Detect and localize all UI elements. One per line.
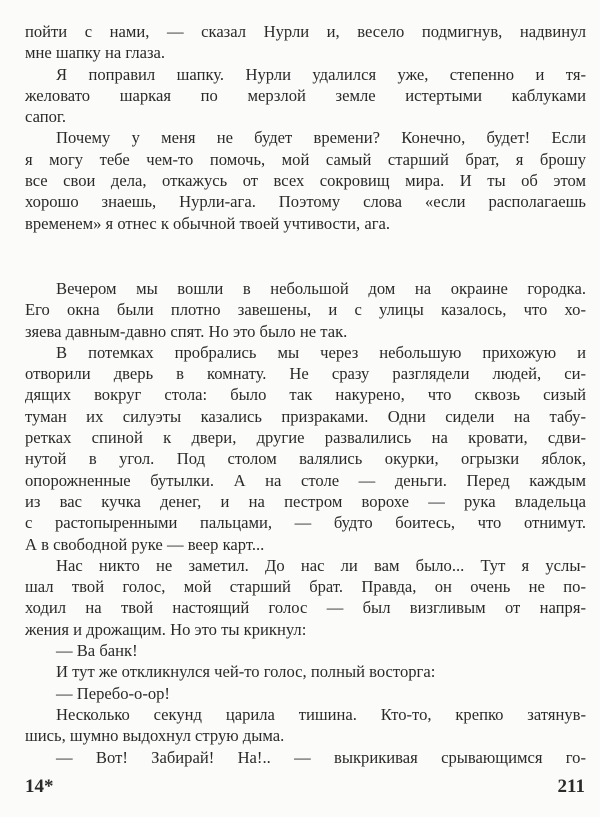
page-body-text bbox=[25, 21, 586, 768]
paragraph bbox=[25, 555, 586, 640]
paragraph bbox=[25, 704, 586, 747]
printer-signature-mark: 14* bbox=[25, 776, 54, 797]
text-line: нутой в угол. Под столом валялись окурки, огрызки яблок, bbox=[25, 449, 586, 469]
paragraph bbox=[25, 64, 586, 128]
text-line: жения и дрожащим. Но это ты крикнул: bbox=[25, 619, 307, 639]
text-line: шал твой голос, мой старший брат. Правда, он очень не по- bbox=[25, 577, 586, 597]
text-line: В потемках пробрались мы через небольшую прихожую и bbox=[56, 342, 586, 362]
text-line: Я поправил шапку. Нурли удалился уже, степенно и тя- bbox=[56, 64, 586, 84]
text-line: — Вот! Забирай! На!.. — выкрикивая срывающимся го- bbox=[56, 747, 586, 767]
paragraph bbox=[25, 342, 586, 555]
paragraph bbox=[25, 661, 586, 682]
text-line: желовато шаркая по мерзлой земле истертыми каблуками bbox=[25, 85, 586, 105]
text-line: Несколько секунд царила тишина. Кто-то, крепко затянув- bbox=[56, 704, 586, 724]
paragraph bbox=[25, 278, 586, 342]
text-line: дящих вокруг стола: было так накурено, что сквозь сизый bbox=[25, 385, 586, 405]
text-line: Нас никто не заметил. До нас ли вам было... Тут я услы- bbox=[56, 555, 586, 575]
text-line: зяева давным-давно спят. Но это было не так. bbox=[25, 321, 348, 341]
text-line: туман их силуэты казались призраками. Одни сидели на табу- bbox=[25, 406, 586, 426]
text-line: мне шапку на глаза. bbox=[25, 43, 166, 63]
text-line: пойти с нами, — сказал Нурли и, весело подмигнув, надвинул bbox=[25, 22, 586, 41]
text-line: ретках спиной к двери, другие развалились на кровати, сдви- bbox=[25, 428, 586, 448]
text-line: из вас кучка денег, и на пестром ворохе — рука владельца bbox=[25, 491, 586, 511]
page-number: 211 bbox=[557, 776, 585, 797]
text-line: Вечером мы вошли в небольшой дом на окраине городка. bbox=[56, 278, 586, 298]
paragraph bbox=[25, 747, 586, 768]
text-line: — Ва банк! bbox=[56, 641, 138, 661]
text-line: Его окна были плотно завешены, и с улицы казалось, что хо- bbox=[25, 300, 586, 320]
text-line: шись, шумно выдохнул струю дыма. bbox=[25, 726, 285, 746]
text-line: Почему у меня не будет времени? Конечно, будет! Если bbox=[56, 128, 586, 148]
text-line: А в свободной руке — веер карт... bbox=[25, 534, 265, 554]
paragraph bbox=[25, 127, 586, 233]
text-line: с растопыренными пальцами, — будто боитесь, что отнимут. bbox=[25, 513, 586, 533]
paragraph bbox=[25, 640, 586, 661]
text-line: хорошо знаешь, Нурли-ага. Поэтому слова «если располагаешь bbox=[25, 192, 586, 212]
text-line: временем» я отнес к обычной твоей учтивости, ага. bbox=[25, 213, 391, 233]
text-line: сапог. bbox=[25, 107, 66, 127]
text-line: все свои дела, откажусь от всех сокровищ мира. И ты об этом bbox=[25, 171, 586, 191]
text-line: — Перебо-о-ор! bbox=[56, 683, 170, 703]
paragraph bbox=[25, 21, 586, 64]
text-line: опорожненные бутылки. А на столе — деньги. Перед каждым bbox=[25, 470, 586, 490]
text-line: я могу тебе чем-то помочь, мой самый старший брат, я брошу bbox=[25, 149, 586, 169]
text-line: И тут же откликнулся чей-то голос, полный восторга: bbox=[56, 662, 436, 682]
text-line: ходил на твой настоящий голос — был визгливым от напря- bbox=[25, 598, 586, 618]
text-line: отворили дверь в комнату. Не сразу разглядели людей, си- bbox=[25, 364, 586, 384]
paragraph bbox=[25, 683, 586, 704]
